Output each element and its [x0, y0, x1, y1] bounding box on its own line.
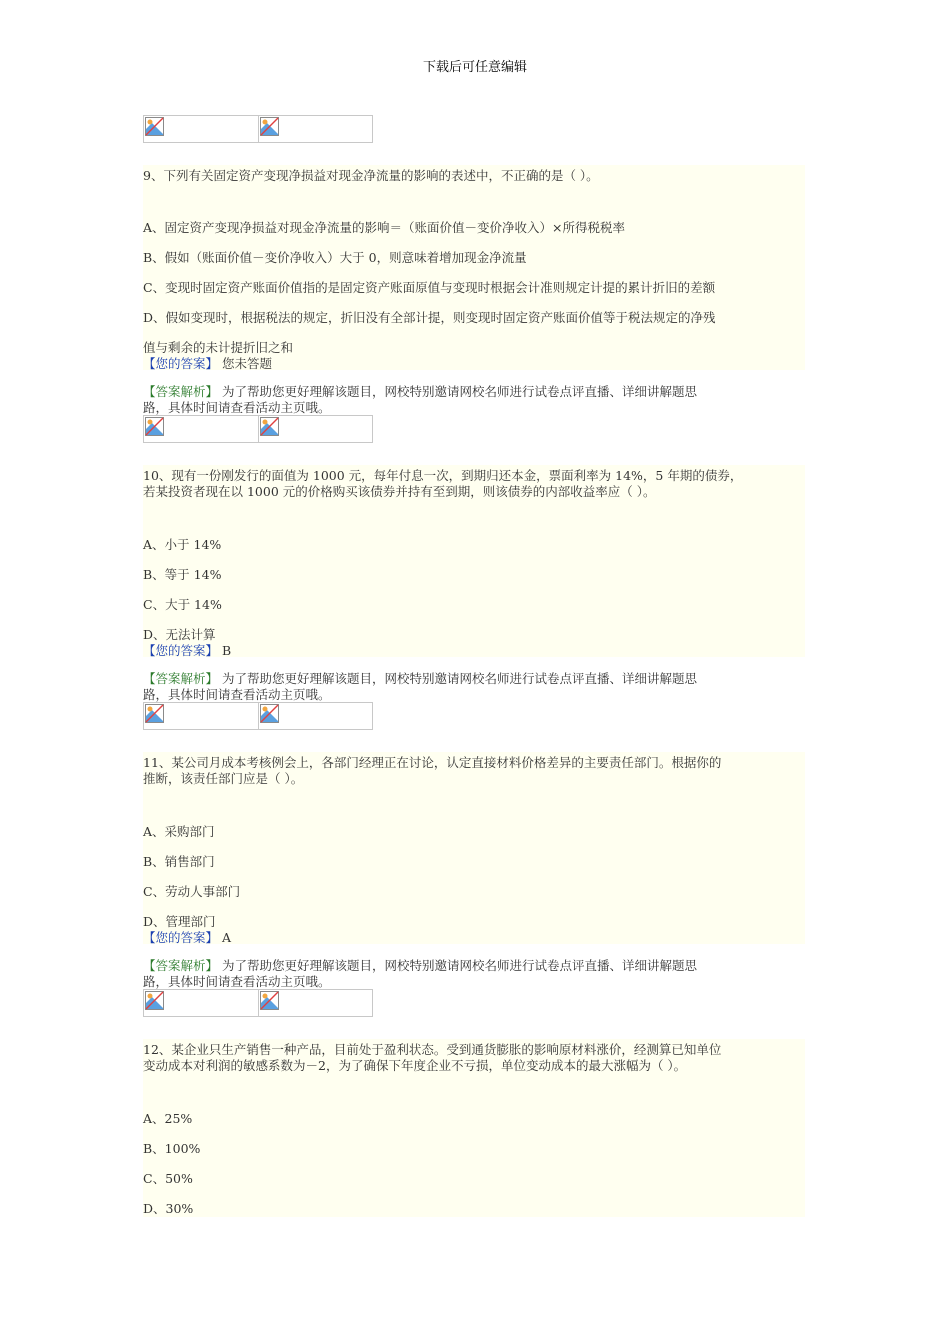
image-placeholder-row — [143, 702, 373, 730]
analysis-text-line-2: 路，具体时间请查看活动主页哦。 — [143, 400, 331, 415]
analysis-label: 【答案解析】 — [143, 958, 219, 973]
analysis-row — [143, 671, 697, 687]
your-answer-row — [143, 643, 231, 659]
broken-image-icon — [145, 117, 164, 136]
broken-image-icon — [145, 991, 164, 1010]
option-b: B、等于 14% — [143, 567, 222, 582]
your-answer-label: 【您的答案】 — [143, 356, 219, 371]
analysis-text-line-1: 为了帮助您更好理解该题目，网校特别邀请网校名师进行试卷点评直播、详细讲解题思 — [222, 671, 698, 686]
question-stem-line-2: 推断，该责任部门应是（ ）。 — [143, 771, 304, 786]
question-11 — [143, 752, 805, 944]
option-c: C、变现时固定资产账面价值指的是固定资产账面原值与变现时根据会计准则规定计提的累计折旧的差额 — [143, 280, 716, 295]
option-b: B、销售部门 — [143, 854, 215, 869]
option-a: A、固定资产变现净损益对现金净流量的影响＝（账面价值－变价净收入）×所得税税率 — [143, 220, 626, 235]
option-c: C、50% — [143, 1171, 193, 1186]
your-answer-label: 【您的答案】 — [143, 930, 219, 945]
analysis-text-line-2: 路，具体时间请查看活动主页哦。 — [143, 687, 331, 702]
analysis-label: 【答案解析】 — [143, 384, 219, 399]
image-placeholder-row — [143, 415, 373, 443]
question-stem-line-2: 变动成本对利润的敏感系数为－2，为了确保下年度企业不亏损，单位变动成本的最大涨幅为（ ）。 — [143, 1058, 687, 1073]
image-placeholder — [258, 416, 373, 442]
option-b: B、100% — [143, 1141, 201, 1156]
analysis-text-line-2: 路，具体时间请查看活动主页哦。 — [143, 974, 331, 989]
image-placeholder — [258, 703, 373, 729]
option-c: C、大于 14% — [143, 597, 222, 612]
image-placeholder — [144, 703, 258, 729]
option-c: C、劳动人事部门 — [143, 884, 241, 899]
broken-image-icon — [145, 417, 164, 436]
broken-image-icon — [145, 704, 164, 723]
image-placeholder — [144, 116, 258, 142]
option-b: B、假如（账面价值－变价净收入）大于 0，则意味着增加现金净流量 — [143, 250, 527, 265]
question-stem-line-1: 12、某企业只生产销售一种产品，目前处于盈利状态。受到通货膨胀的影响原材料涨价，经测算已知单位 — [143, 1042, 722, 1057]
image-placeholder-row — [143, 989, 373, 1017]
image-placeholder — [258, 116, 373, 142]
option-d: D、无法计算 — [143, 627, 216, 642]
image-placeholder — [258, 990, 373, 1016]
option-d: D、管理部门 — [143, 914, 216, 929]
analysis-text-line-1: 为了帮助您更好理解该题目，网校特别邀请网校名师进行试卷点评直播、详细讲解题思 — [222, 384, 698, 399]
your-answer-value: 您未答题 — [222, 356, 273, 371]
question-10 — [143, 465, 805, 657]
option-d: D、假如变现时，根据税法的规定，折旧没有全部计提，则变现时固定资产账面价值等于税法规定的净残 — [143, 310, 716, 325]
page-header: 下载后可任意编辑 — [422, 60, 527, 75]
broken-image-icon — [260, 704, 279, 723]
question-stem-line-1: 11、某公司月成本考核例会上，各部门经理正在讨论，认定直接材料价格差异的主要责任部门。根据你的 — [143, 755, 722, 770]
option-a: A、小于 14% — [143, 537, 222, 552]
broken-image-icon — [260, 417, 279, 436]
your-answer-row — [143, 930, 231, 946]
image-placeholder — [144, 416, 258, 442]
your-answer-value: B — [222, 643, 232, 658]
analysis-row — [143, 384, 697, 400]
analysis-row — [143, 958, 697, 974]
analysis-label: 【答案解析】 — [143, 671, 219, 686]
your-answer-value: A — [222, 930, 232, 945]
question-12 — [143, 1039, 805, 1217]
broken-image-icon — [260, 117, 279, 136]
option-d-continued: 值与剩余的未计提折旧之和 — [143, 340, 294, 355]
question-stem-line-1: 10、现有一份刚发行的面值为 1000 元，每年付息一次，到期归还本金，票面利率为 14%，5 年期的债券， — [143, 468, 743, 483]
image-placeholder-row — [143, 115, 373, 143]
your-answer-label: 【您的答案】 — [143, 643, 219, 658]
your-answer-row — [143, 356, 272, 372]
analysis-text-line-1: 为了帮助您更好理解该题目，网校特别邀请网校名师进行试卷点评直播、详细讲解题思 — [222, 958, 698, 973]
option-a: A、采购部门 — [143, 824, 215, 839]
option-a: A、25% — [143, 1111, 193, 1126]
image-placeholder — [144, 990, 258, 1016]
question-stem-line-2: 若某投资者现在以 1000 元的价格购买该债券并持有至到期，则该债券的内部收益率应（ ）。 — [143, 484, 656, 499]
option-d: D、30% — [143, 1201, 194, 1216]
question-9 — [143, 165, 805, 370]
broken-image-icon — [260, 991, 279, 1010]
question-stem: 9、下列有关固定资产变现净损益对现金净流量的影响的表述中，不正确的是（ ）。 — [143, 168, 599, 183]
